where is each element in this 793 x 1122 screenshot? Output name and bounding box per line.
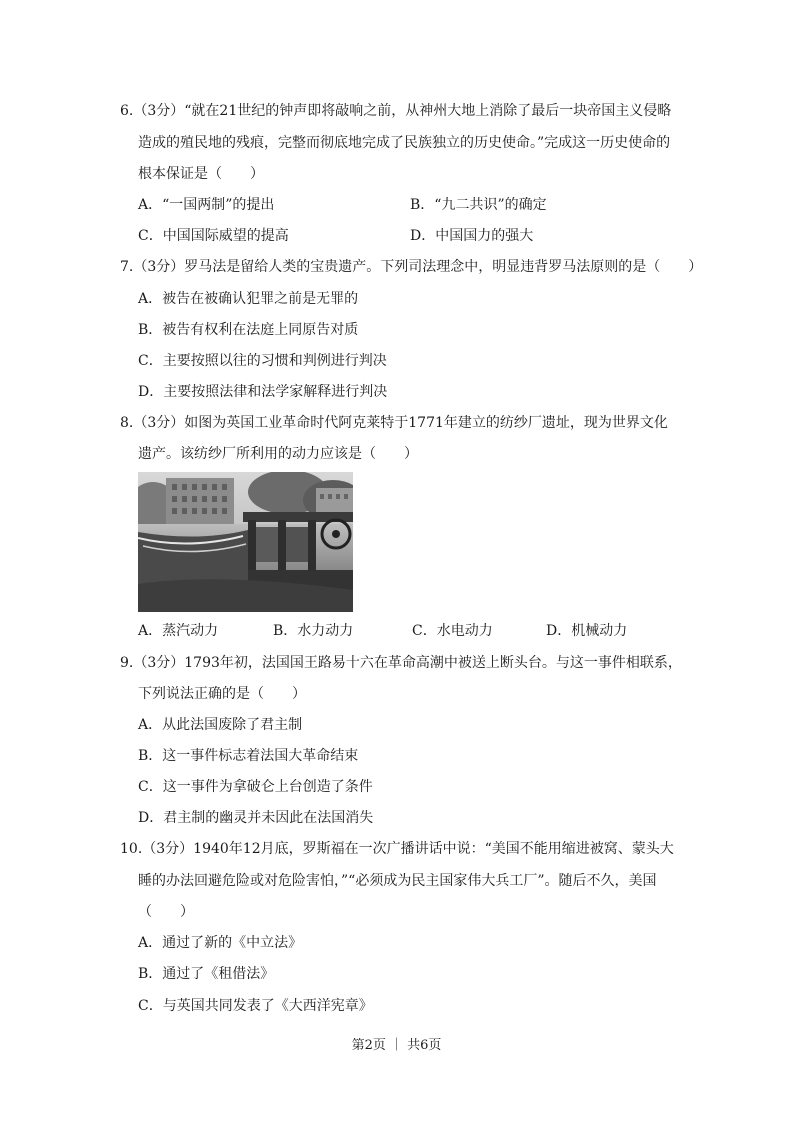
q10-option-b: B．通过了《租借法》	[138, 966, 275, 982]
q9-line-2: 下列说法正确的是（ ）	[138, 686, 306, 702]
q7-option-b: B．被告有权利在法庭上同原告对质	[138, 322, 359, 338]
q10-option-c: C．与英国共同发表了《大西洋宪章》	[138, 998, 373, 1014]
q10-option-a: A．通过了新的《中立法》	[138, 935, 303, 951]
q6-option-d: D．中国国力的强大	[410, 228, 534, 244]
q10-line-3: （ ）	[138, 904, 194, 920]
q9-option-b: B．这一事件标志着法国大革命结束	[138, 748, 359, 764]
q9-option-a: A．从此法国废除了君主制	[138, 717, 303, 733]
q7-line-1: 7.（3分）罗马法是留给人类的宝贵遗产。下列司法理念中，明显违背罗马法原则的是（ ）	[120, 259, 703, 275]
q7-option-d: D．主要按照法律和法学家解释进行判决	[138, 384, 388, 400]
q6-option-a: A．“一国两制”的提出	[138, 197, 275, 213]
q7-option-c: C．主要按照以往的习惯和判例进行判决	[138, 353, 387, 369]
q8-line-1: 8.（3分）如图为英国工业革命时代阿克莱特于1771年建立的纺纱厂遗址，现为世界文化	[120, 415, 668, 431]
mill-ruins-illustration	[138, 472, 353, 612]
q6-line-1: 6.（3分）“就在21世纪的钟声即将敲响之前，从神州大地上消除了最后一块帝国主义侵略	[120, 103, 672, 119]
q6-option-b: B．“九二共识”的确定	[410, 197, 547, 213]
q7-option-a: A．被告在被确认犯罪之前是无罪的	[138, 291, 359, 307]
q8-line-2: 遗产。该纺纱厂所利用的动力应该是（ ）	[138, 446, 418, 462]
mill-ruins-photo	[138, 472, 353, 612]
q9-line-1: 9.（3分）1793年初，法国国王路易十六在革命高潮中被送上断头台。与这一事件相联系，	[120, 655, 682, 671]
q9-option-c: C．这一事件为拿破仑上台创造了条件	[138, 779, 373, 795]
q10-line-1: 10.（3分）1940年12月底，罗斯福在一次广播讲话中说：“美国不能用缩进被窝、蒙头大	[120, 841, 674, 857]
q8-option-c: C．水电动力	[412, 623, 493, 639]
q9-option-d: D．君主制的幽灵并未因此在法国消失	[138, 810, 374, 826]
q6-option-c: C．中国国际威望的提高	[138, 228, 289, 244]
q6-line-2: 造成的殖民地的残痕，完整而彻底地完成了民族独立的历史使命。”完成这一历史使命的	[138, 135, 671, 151]
q10-line-2: 睡的办法回避危险或对危险害怕，”“必须成为民主国家伟大兵工厂”。随后不久，美国	[138, 873, 657, 889]
page-footer: 第2页 ｜ 共6页	[351, 1038, 442, 1053]
q6-line-3: 根本保证是（ ）	[138, 166, 264, 182]
q8-option-a: A．蒸汽动力	[138, 623, 219, 639]
q8-option-b: B．水力动力	[273, 623, 354, 639]
q8-option-d: D．机械动力	[546, 623, 628, 639]
